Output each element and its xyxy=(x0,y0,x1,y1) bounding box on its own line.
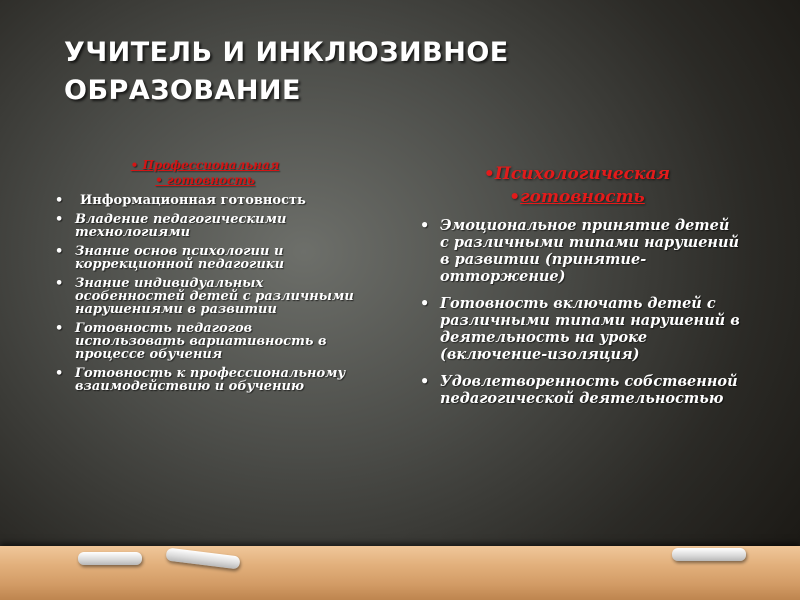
bullet-dot: • xyxy=(420,295,430,312)
professional-readiness-column xyxy=(50,158,360,399)
professional-readiness-list xyxy=(50,194,360,393)
bullet-dot: • xyxy=(55,321,64,336)
bullet-dot: • xyxy=(55,244,64,259)
bullet-dot: • xyxy=(420,217,430,234)
list-item xyxy=(50,194,360,207)
heading-text: Профессиональная xyxy=(142,158,280,172)
list-item-text: Эмоциональное принятие детей с различными типами нарушений в развитии (принятие-отторжение) xyxy=(440,217,740,285)
bullet-dot: • xyxy=(55,193,64,208)
list-item xyxy=(50,213,360,239)
professional-readiness-heading-line-1 xyxy=(50,158,360,173)
psychological-readiness-list xyxy=(412,217,742,407)
list-item-text: Информационная готовность xyxy=(80,193,306,208)
list-item-text: Удовлетворенность собственной педагогической деятельностью xyxy=(440,373,738,407)
psychological-readiness-column xyxy=(412,163,742,417)
list-item xyxy=(412,373,742,407)
list-item xyxy=(50,367,360,393)
professional-readiness-heading-line-2 xyxy=(50,173,360,188)
heading-text: готовность xyxy=(520,187,645,207)
heading-bullet: • xyxy=(130,158,139,172)
bullet-dot: • xyxy=(55,212,64,227)
list-item-text: Владение педагогическими технологиями xyxy=(75,212,287,240)
chalk-piece-left xyxy=(78,552,142,565)
chalk-piece-right xyxy=(672,548,746,561)
psychological-readiness-heading-line-2 xyxy=(412,186,742,209)
list-item-text: Готовность к профессиональному взаимодействию и обучению xyxy=(75,366,346,394)
bullet-dot: • xyxy=(420,373,430,390)
slide-title: УЧИТЕЛЬ И ИНКЛЮЗИВНОЕ ОБРАЗОВАНИЕ xyxy=(64,37,509,106)
list-item-text: Готовность включать детей с различными типами нарушений в деятельность на уроке (включение-изоляция) xyxy=(440,295,740,363)
list-item xyxy=(50,277,360,316)
list-item-text: Знание основ психологии и коррекционной педагогики xyxy=(75,244,285,272)
bullet-dot: • xyxy=(55,276,64,291)
list-item-text: Знание индивидуальных особенностей детей с различными нарушениями в развитии xyxy=(75,276,354,317)
list-item-text: Готовность педагогов использовать вариативность в процессе обучения xyxy=(75,321,327,362)
heading-bullet: • xyxy=(483,164,495,184)
heading-text: готовность xyxy=(166,173,255,187)
heading-text: Психологическая xyxy=(494,164,671,184)
list-item xyxy=(50,245,360,271)
heading-bullet: • xyxy=(509,187,521,207)
psychological-readiness-heading-line-1 xyxy=(412,163,742,186)
list-item xyxy=(412,217,742,285)
bullet-dot: • xyxy=(55,366,64,381)
list-item xyxy=(50,322,360,361)
list-item xyxy=(412,295,742,363)
heading-bullet: • xyxy=(155,173,163,187)
